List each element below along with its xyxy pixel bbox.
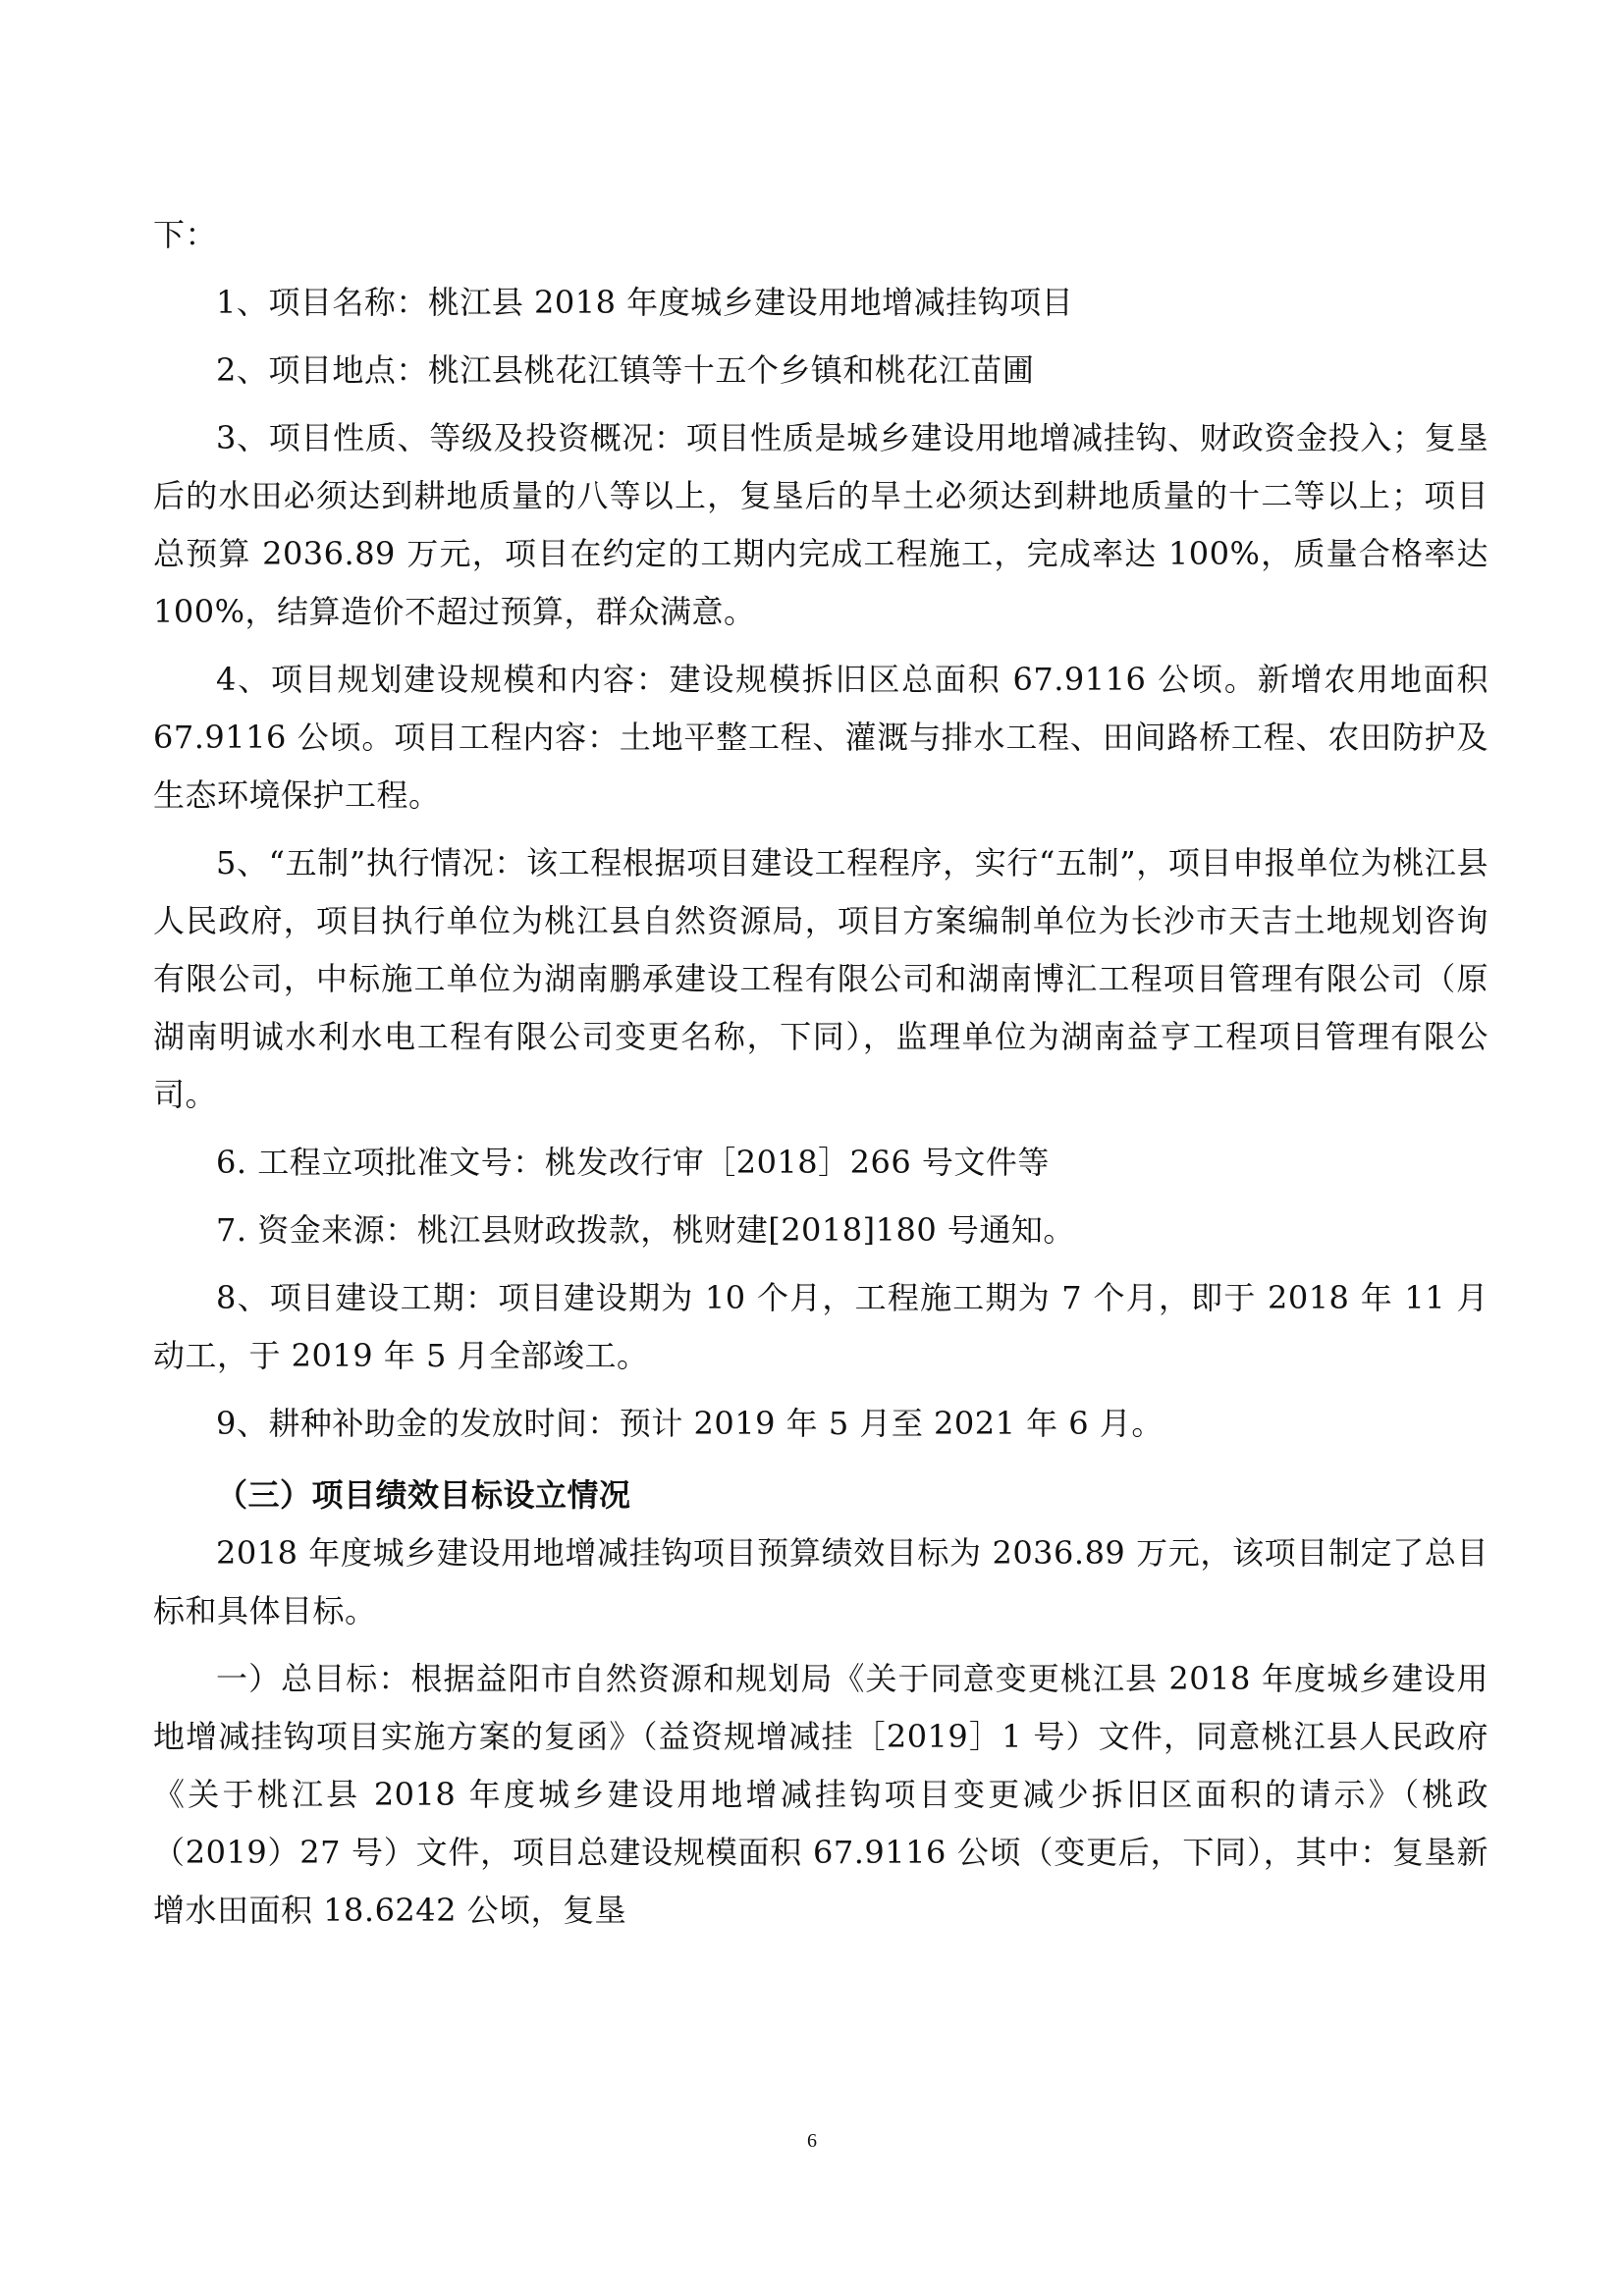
paragraph-section-intro: 2018 年度城乡建设用地增减挂钩项目预算绩效目标为 2036.89 万元，该项目制定了总目标和具体目标。 bbox=[153, 1534, 1489, 1629]
document-body bbox=[153, 206, 1489, 1940]
paragraph-project-name: 1、项目名称：桃江县 2018 年度城乡建设用地增减挂钩项目 bbox=[216, 284, 1074, 321]
paragraph-funding-source: 7. 资金来源：桃江县财政拨款，桃财建[2018]180 号通知。 bbox=[216, 1211, 1075, 1249]
paragraph-general-goal: 一）总目标：根据益阳市自然资源和规划局《关于同意变更桃江县 2018 年度城乡建设用地增减挂钩项目实施方案的复函》（益资规增减挂［2019］1 号）文件，同意桃江县人民政府《关于桃江县 2018 年度城乡建设用地增减挂钩项目变更减少拆旧区面积的请示》（桃政（2019）27 号）文件，项目总建设规模面积 67.9116 公顷（变更后，下同），其中：复垦新增水田面积 18.6242 公顷，复垦 bbox=[153, 1660, 1489, 1929]
paragraph-project-nature: 3、项目性质、等级及投资概况：项目性质是城乡建设用地增减挂钩、财政资金投入；复垦后的水田必须达到耕地质量的八等以上，复垦后的旱土必须达到耕地质量的十二等以上；项目总预算 2036.89 万元，项目在约定的工期内完成工程施工，完成率达 100%，质量合格率达 100%，结算造价不超过预算，群众满意。 bbox=[153, 419, 1489, 630]
page-number: 6 bbox=[807, 2130, 817, 2152]
paragraph-subsidy-time: 9、耕种补助金的发放时间：预计 2019 年 5 月至 2021 年 6 月。 bbox=[216, 1405, 1164, 1442]
section-heading: （三）项目绩效目标设立情况 bbox=[216, 1476, 631, 1514]
paragraph-project-location: 2、项目地点：桃江县桃花江镇等十五个乡镇和桃花江苗圃 bbox=[216, 351, 1035, 389]
paragraph-continuation: 下： bbox=[153, 216, 218, 253]
paragraph-project-scale: 4、项目规划建设规模和内容：建设规模拆旧区总面积 67.9116 公顷。新增农用地面积 67.9116 公顷。项目工程内容：土地平整工程、灌溉与排水工程、田间路桥工程、农田防护及生态环境保护工程。 bbox=[153, 661, 1489, 814]
paragraph-approval-number: 6. 工程立项批准文号：桃发改行审［2018］266 号文件等 bbox=[216, 1144, 1050, 1181]
paragraph-construction-period: 8、项目建设工期：项目建设期为 10 个月，工程施工期为 7 个月，即于 2018 年 11 月动工，于 2019 年 5 月全部竣工。 bbox=[153, 1279, 1489, 1374]
paragraph-five-systems: 5、“五制”执行情况：该工程根据项目建设工程程序，实行“五制”，项目申报单位为桃江县人民政府，项目执行单位为桃江县自然资源局，项目方案编制单位为长沙市天吉土地规划咨询有限公司，中标施工单位为湖南鹏承建设工程有限公司和湖南博汇工程项目管理有限公司（原湖南明诚水利水电工程有限公司变更名称，下同），监理单位为湖南益亨工程项目管理有限公司。 bbox=[153, 844, 1489, 1113]
